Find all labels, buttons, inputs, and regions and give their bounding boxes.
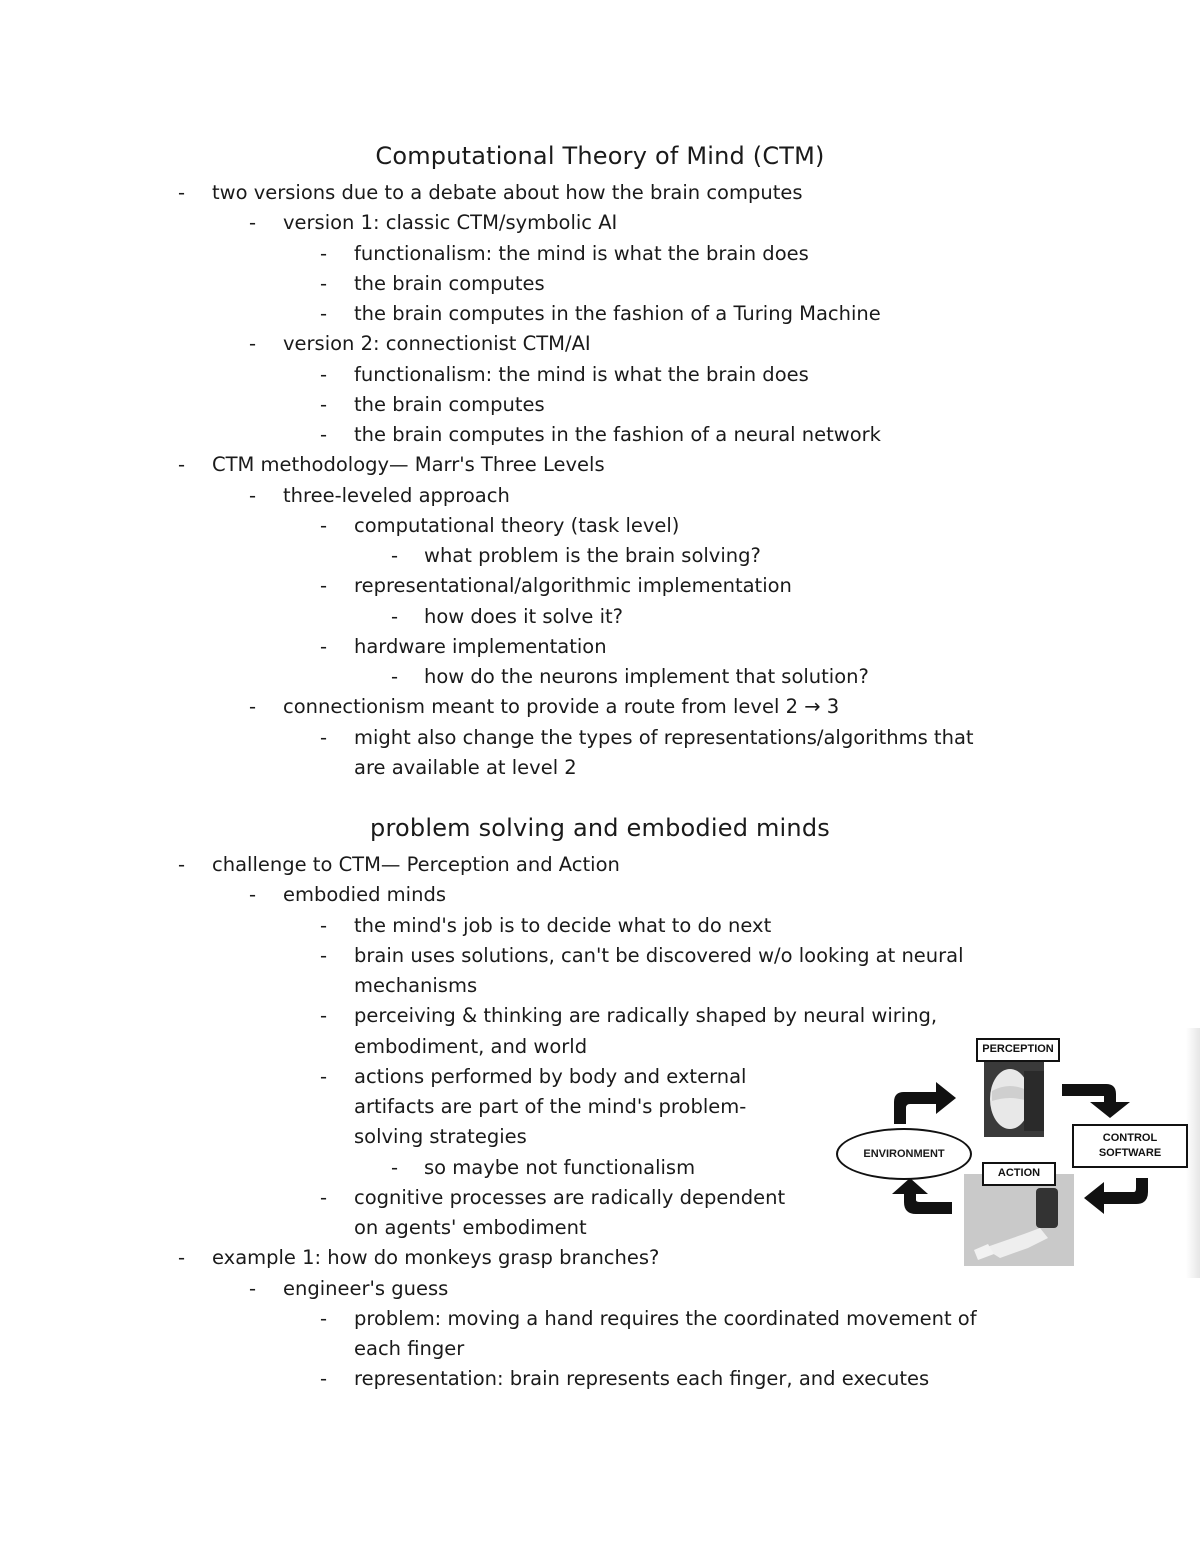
- bullet-dash: -: [320, 1004, 328, 1028]
- section-title-ctm: Computational Theory of Mind (CTM): [375, 142, 825, 170]
- bullet-dash: -: [249, 483, 257, 507]
- environment-ellipse: ENVIRONMENT: [836, 1128, 972, 1180]
- bullet-dash: -: [320, 1185, 328, 1209]
- outline-line-level-3: how do the neurons implement that solution?: [424, 665, 869, 688]
- outline-line-level-3: so maybe not functionalism: [424, 1155, 696, 1179]
- bullet-dash: -: [320, 725, 328, 749]
- outline-line-level-2: problem: moving a hand requires the coordinated movement of: [354, 1306, 977, 1330]
- outline-line-level-2: mechanisms: [354, 974, 478, 997]
- section-title-embodied: problem solving and embodied minds: [370, 814, 830, 842]
- bullet-dash: -: [320, 362, 328, 386]
- outline-line-level-2: the brain computes: [354, 271, 545, 295]
- bullet-dash: -: [320, 1306, 328, 1330]
- outline-line-level-2: are available at level 2: [354, 755, 577, 779]
- bullet-dash: -: [178, 1246, 186, 1270]
- bullet-dash: -: [249, 332, 257, 356]
- bullet-dash: -: [391, 544, 399, 567]
- outline-line-level-2: artifacts are part of the mind's problem-: [354, 1095, 747, 1118]
- outline-line-level-2: representational/algorithmic implementation: [354, 574, 792, 598]
- bullet-dash: -: [320, 574, 328, 598]
- outline-line-level-1: version 2: connectionist CTM/AI: [283, 332, 591, 356]
- outline-line-level-3: how does it solve it?: [424, 604, 624, 628]
- cycle-arrows: [832, 1028, 1200, 1278]
- bullet-dash: -: [391, 1155, 399, 1179]
- outline-line-level-2: brain uses solutions, can't be discovered w/o looking at neural: [354, 943, 964, 967]
- outline-line-level-1: three-leveled approach: [283, 483, 510, 507]
- bullet-dash: -: [320, 271, 328, 295]
- bullet-dash: -: [320, 943, 328, 967]
- outline-line-level-2: functionalism: the mind is what the brain does: [354, 362, 809, 386]
- outline-line-level-2: on agents' embodiment: [354, 1216, 587, 1239]
- control-label: CONTROL: [1102, 1132, 1158, 1144]
- outline-line-level-2: the brain computes in the fashion of a Turing Machine: [354, 302, 881, 325]
- bullet-dash: -: [320, 302, 328, 325]
- outline-line-level-2: functionalism: the mind is what the brain does: [354, 241, 809, 265]
- bullet-dash: -: [320, 241, 328, 265]
- action-label: ACTION: [982, 1162, 1056, 1186]
- bullet-dash: -: [320, 513, 328, 537]
- outline-line-level-2: each finger: [354, 1337, 465, 1360]
- outline-line-level-1: engineer's guess: [283, 1276, 449, 1300]
- outline-line-level-2: actions performed by body and external: [354, 1064, 747, 1088]
- arrow-action-to-env-icon: [892, 1178, 952, 1214]
- outline-line-level-0: example 1: how do monkeys grasp branches?: [212, 1246, 660, 1270]
- bullet-dash: -: [178, 181, 186, 204]
- bullet-dash: -: [320, 634, 328, 658]
- outline-line-level-0: challenge to CTM— Perception and Action: [212, 853, 620, 876]
- outline-line-level-1: connectionism meant to provide a route from level 2 → 3: [283, 695, 840, 719]
- outline-line-level-2: cognitive processes are radically dependent: [354, 1185, 786, 1209]
- outline-line-level-2: might also change the types of representations/algorithms that: [354, 725, 974, 749]
- outline-line-level-2: computational theory (task level): [354, 513, 680, 537]
- outline-line-level-1: embodied minds: [283, 883, 446, 907]
- outline-line-level-2: the mind's job is to decide what to do next: [354, 913, 772, 937]
- outline-line-level-2: the brain computes in the fashion of a neural network: [354, 423, 881, 446]
- arrow-perception-to-control-icon: [1062, 1084, 1130, 1118]
- bullet-dash: -: [249, 211, 257, 235]
- outline-line-level-0: two versions due to a debate about how the brain computes: [212, 181, 803, 204]
- outline-line-level-2: perceiving & thinking are radically shaped by neural wiring,: [354, 1004, 938, 1028]
- outline-line-level-3: what problem is the brain solving?: [424, 544, 761, 567]
- bullet-dash: -: [320, 423, 328, 446]
- bullet-dash: -: [320, 1367, 328, 1391]
- arrow-env-to-perception-icon: [894, 1082, 956, 1124]
- bullet-dash: -: [320, 392, 328, 416]
- bullet-dash: -: [391, 665, 399, 688]
- outline-line-level-2: embodiment, and world: [354, 1034, 588, 1058]
- bullet-dash: -: [178, 453, 186, 477]
- outline-line-level-1: version 1: classic CTM/symbolic AI: [283, 211, 618, 235]
- arrow-control-to-action-icon: [1084, 1178, 1148, 1214]
- outline-line-level-2: the brain computes: [354, 392, 545, 416]
- bullet-dash: -: [178, 853, 186, 876]
- bullet-dash: -: [391, 604, 399, 628]
- software-label: SOFTWARE: [1098, 1147, 1162, 1159]
- outline-line-level-2: solving strategies: [354, 1125, 527, 1149]
- bullet-dash: -: [320, 1064, 328, 1088]
- bullet-dash: -: [249, 1276, 257, 1300]
- outline-line-level-2: representation: brain represents each finger, and executes: [354, 1367, 930, 1391]
- bullet-dash: -: [320, 913, 328, 937]
- perception-label: PERCEPTION: [976, 1038, 1060, 1062]
- bullet-dash: -: [249, 695, 257, 719]
- bullet-dash: -: [249, 883, 257, 907]
- perception-action-diagram: [832, 1028, 1200, 1278]
- outline-line-level-0: CTM methodology— Marr's Three Levels: [212, 453, 605, 477]
- outline-line-level-2: hardware implementation: [354, 634, 607, 658]
